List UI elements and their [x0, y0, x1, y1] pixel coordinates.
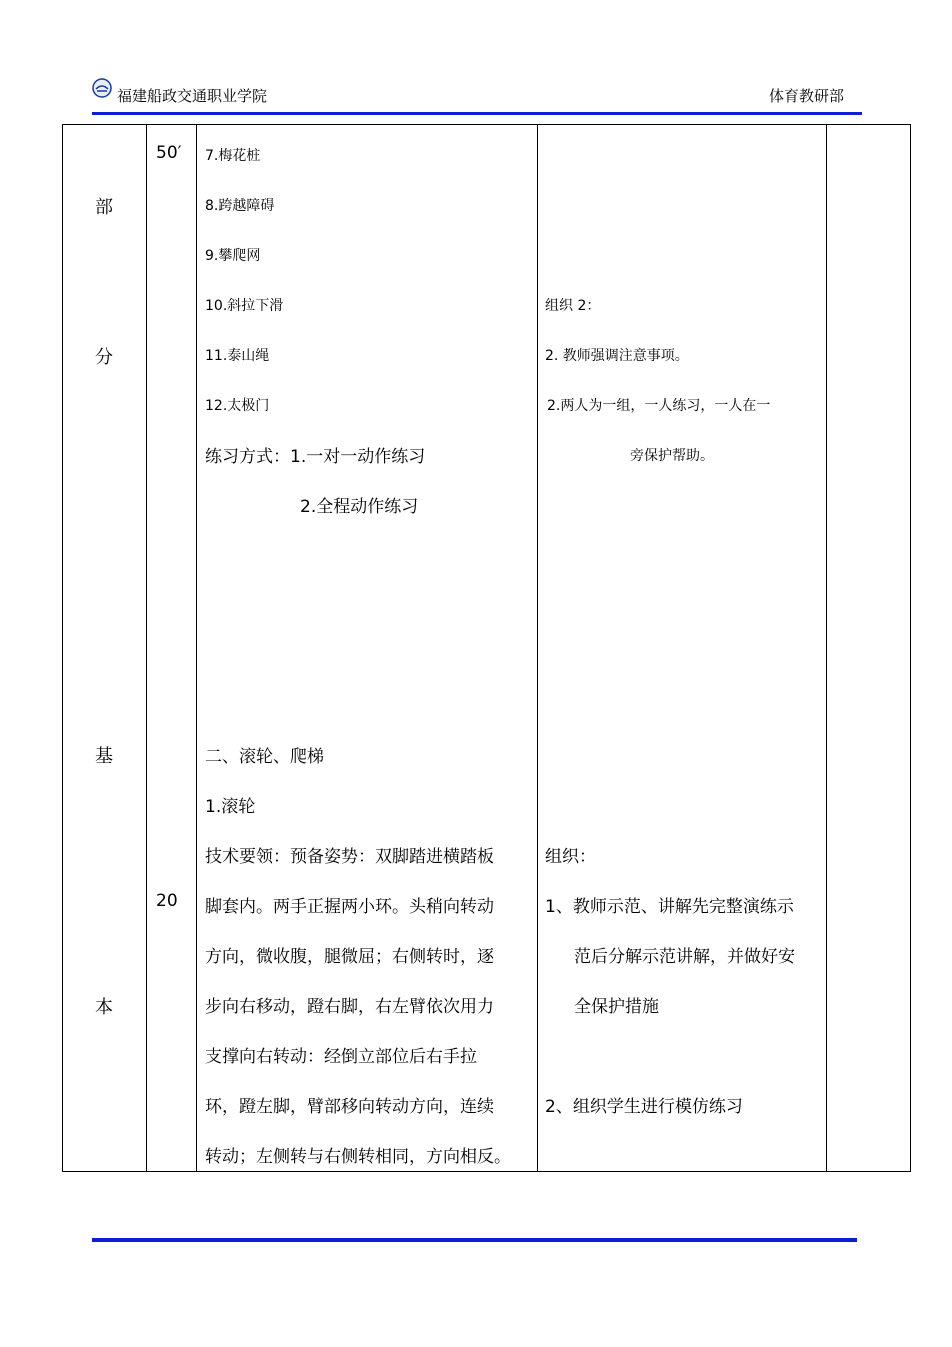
side-char: 部 — [95, 197, 113, 218]
side-char: 本 — [95, 997, 113, 1018]
organization-title: 组织 2： — [545, 298, 601, 314]
content-item: 12.太极门 — [205, 398, 270, 414]
institution-name: 福建船政交通职业学院 — [117, 87, 268, 105]
page-header — [92, 78, 862, 116]
side-char: 分 — [95, 347, 113, 368]
organization-line: 2、组织学生进行模仿练习 — [545, 1097, 743, 1117]
content-item: 9.攀爬网 — [205, 248, 261, 264]
technique-line: 技术要领：预备姿势：双脚踏进横踏板 — [205, 847, 494, 867]
practice-method: 练习方式：1.一对一动作练习 — [205, 447, 426, 467]
organization-line: 范后分解示范讲解，并做好安 — [574, 947, 795, 967]
organization-line: 全保护措施 — [574, 997, 659, 1017]
lesson-table — [62, 124, 911, 1172]
technique-line: 转动；左侧转与右侧转相同，方向相反。 — [205, 1147, 511, 1167]
organization-line: 2. 教师强调注意事项。 — [545, 348, 689, 364]
practice-method: 2.全程动作练习 — [300, 497, 419, 517]
column-divider — [826, 125, 827, 1171]
content-item: 11.泰山绳 — [205, 348, 270, 364]
organization-line: 旁保护帮助。 — [630, 448, 714, 464]
college-logo-icon — [92, 78, 112, 98]
technique-line: 步向右移动，蹬右脚，右左臂依次用力 — [205, 997, 494, 1017]
technique-line: 脚套内。两手正握两小环。头稍向转动 — [205, 897, 494, 917]
content-item: 8.跨越障碍 — [205, 198, 275, 214]
technique-line: 环，蹬左脚，臂部移向转动方向，连续 — [205, 1097, 494, 1117]
section-item: 1.滚轮 — [205, 797, 256, 817]
technique-line: 支撑向右转动：经倒立部位后右手拉 — [205, 1047, 477, 1067]
column-divider — [196, 125, 197, 1171]
content-item: 10.斜拉下滑 — [205, 298, 284, 314]
header-rule — [92, 112, 862, 115]
column-divider — [537, 125, 538, 1171]
organization-title: 组织： — [545, 847, 596, 867]
side-char: 基 — [95, 746, 113, 767]
time-value: 20 — [156, 891, 178, 911]
time-value: 50′ — [156, 143, 182, 163]
technique-line: 方向，微收腹，腿微屈；右侧转时，逐 — [205, 947, 494, 967]
footer-rule — [92, 1238, 857, 1242]
section-title: 二、滚轮、爬梯 — [205, 747, 324, 767]
department-name: 体育教研部 — [768, 87, 844, 105]
column-divider — [146, 125, 147, 1171]
content-item: 7.梅花桩 — [205, 148, 261, 164]
organization-line: 1、教师示范、讲解先完整演练示 — [545, 897, 794, 917]
organization-line: 2.两人为一组，一人练习，一人在一 — [547, 398, 771, 414]
